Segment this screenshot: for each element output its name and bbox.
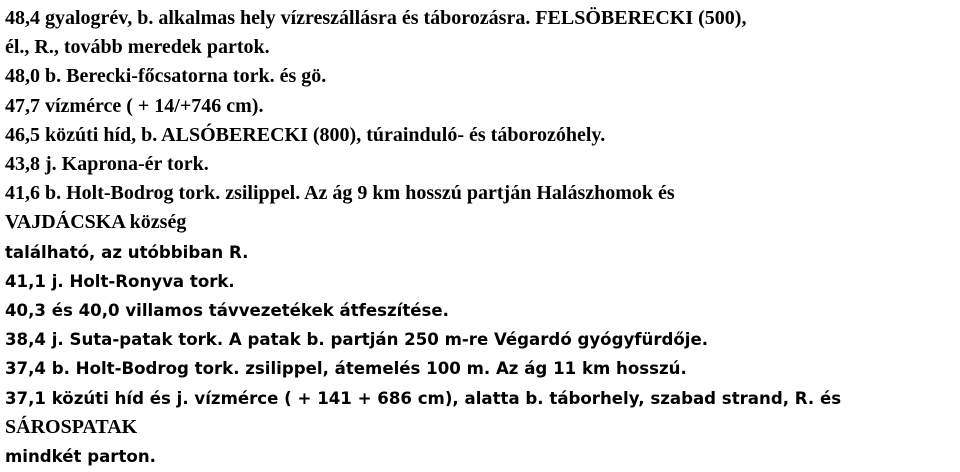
text-line-8: VAJDÁCSKA község <box>5 211 187 234</box>
document-body <box>5 4 957 471</box>
text-line-5: 46,5 közúti híd, b. ALSÓBERECKI (800), túrainduló- és táborozóhely. <box>5 123 606 146</box>
text-line-10: 41,1 j. Holt-Ronyva tork. <box>5 271 235 291</box>
text-line-14: 37,1 közúti híd és j. vízmérce ( + 141 + 686 cm), alatta b. táborhely, szabad strand, R. és <box>5 388 842 408</box>
text-line-9: található, az utóbbiban R. <box>5 242 249 262</box>
text-line-3: 48,0 b. Berecki-főcsatorna tork. és gö. <box>5 65 327 88</box>
text-line-13: 37,4 b. Holt-Bodrog tork. zsilippel, átemelés 100 m. Az ág 11 km hosszú. <box>5 359 687 379</box>
text-line-7: 41,6 b. Holt-Bodrog tork. zsilippel. Az ág 9 km hosszú partján Halászhomok és <box>5 182 675 205</box>
text-line-4: 47,7 vízmérce ( + 14/+746 cm). <box>5 94 264 117</box>
text-line-16: mindkét parton. <box>5 447 156 467</box>
text-line-6: 43,8 j. Kaprona-ér tork. <box>5 153 209 176</box>
text-line-15: SÁROSPATAK <box>5 415 138 438</box>
text-line-11: 40,3 és 40,0 villamos távvezetékek átfeszítése. <box>5 301 449 321</box>
text-line-1: 48,4 gyalogrév, b. alkalmas hely vízreszállásra és táborozásra. FELSÖBERECKI (500), <box>5 7 747 29</box>
text-line-2: él., R., tovább meredek partok. <box>5 36 270 59</box>
text-line-12: 38,4 j. Suta-patak tork. A patak b. partján 250 m-re Végardó gyógyfürdője. <box>5 330 709 350</box>
